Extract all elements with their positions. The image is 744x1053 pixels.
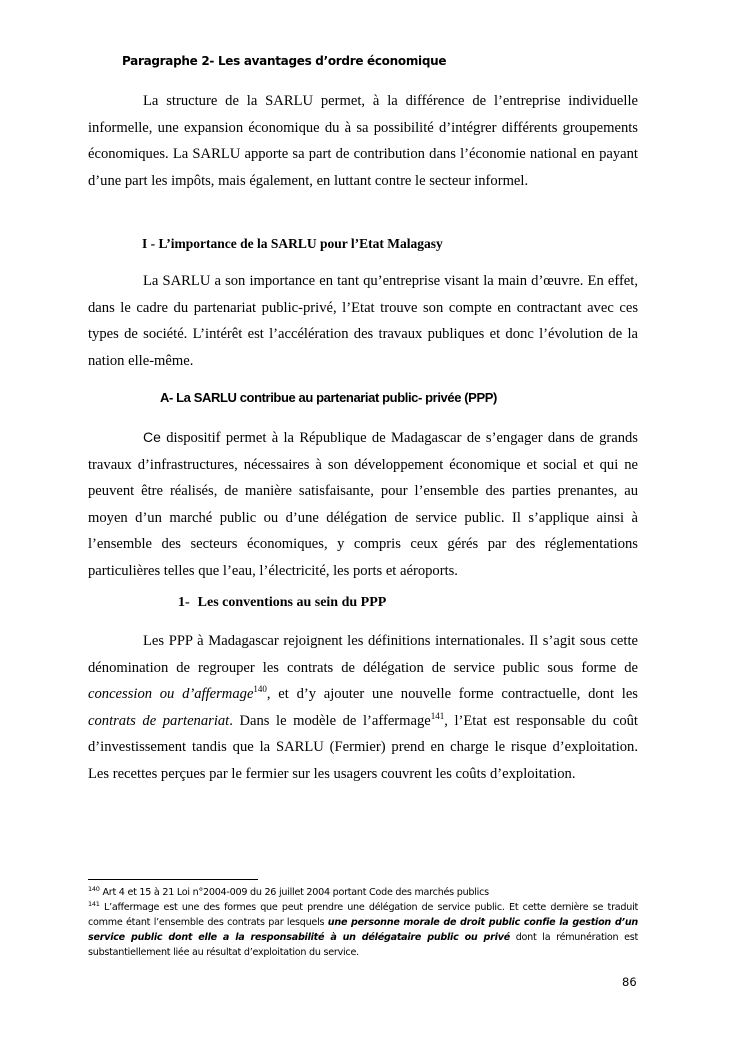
footnote-140-number: 140 xyxy=(88,885,100,893)
section-heading-1-title: Les conventions au sein du PPP xyxy=(197,595,387,610)
paragraph-intro xyxy=(88,88,638,194)
paragraph-ppp-text: dispositif permet à la République de Madagascar de s’engager dans de grands travaux d’infrastructures, nécessaires à son développement économique et social et qui ne peuvent être réalisés, de manière satisfaisante, pour l’ensemble des parties prenantes, au moyen d’un marché public ou d’une délégation de service public. Il s’applique ainsi à l’ensemble des secteurs économiques, y compris ceux gérés par des réglementations particulières telles que l’eau, l’électricité, les ports et aéroports. xyxy=(88,430,638,579)
section-heading-paragraphe: Paragraphe 2- Les avantages d’ordre économique xyxy=(122,54,447,68)
section-heading-1-number: 1- xyxy=(178,595,190,610)
paragraph-intro-text: La structure de la SARLU permet, à la différence de l’entreprise individuelle informelle, une expansion économique du à sa possibilité d’intégrer différents groupements économiques. La SARLU apporte sa part de contribution dans l’économie national en payant d’une part les impôts, mais également, en luttant contre le secteur informel. xyxy=(88,93,638,189)
paragraph-conventions-part2: , et d’y ajouter une nouvelle forme contractuelle, dont les xyxy=(266,686,638,703)
paragraph-conventions-part1: Les PPP à Madagascar rejoignent les définitions internationales. Il s’agit sous cette dénomination de regrouper les contrats de délégation de service public sous forme de xyxy=(88,633,638,676)
footnote-140 xyxy=(88,885,638,900)
paragraph-conventions-part4: , l’Etat est responsable du coût d’investissement tandis que la SARLU (Fermier) prend en charge le risque d’exploitation. Les recettes perçues par le fermier sur les usagers couvrent les coûts d’exploitation. xyxy=(88,712,638,782)
section-heading-A: A- La SARLU contribue au partenariat public- privée (PPP) xyxy=(160,390,497,405)
footnote-141-text-after: dont la rémunération est substantiellement liée au résultat d’exploitation du service. xyxy=(88,932,638,958)
footnote-separator xyxy=(88,879,258,880)
footnote-141 xyxy=(88,900,638,960)
footnote-ref-140[interactable]: 140 xyxy=(253,684,267,695)
paragraph-conventions-part3: . Dans le modèle de l’affermage xyxy=(229,712,431,729)
paragraph-ppp xyxy=(88,424,638,585)
footnote-141-emphasis: une personne morale de droit public confie la gestion d’un service public dont elle a la responsabilité à un délégataire public ou privé xyxy=(88,917,638,943)
page-number: 86 xyxy=(622,975,637,989)
footnote-141-text-before: L’affermage est une des formes que peut prendre une délégation de service public. Et cette dernière se traduit comme étant l’ensemble des contrats par lesquels xyxy=(88,902,638,928)
paragraph-conventions xyxy=(88,628,638,788)
paragraph-conventions-italic1: concession ou d’affermage xyxy=(88,686,254,703)
paragraph-importance-text: La SARLU a son importance en tant qu’entreprise visant la main d’œuvre. En effet, dans le cadre du partenariat public-privé, l’Etat trouve son compte en contractant avec ces types de société. L’intérêt est l’accélération des travaux publiques et donc l’évolution de la nation elle-même. xyxy=(88,273,638,369)
paragraph-importance xyxy=(88,268,638,374)
paragraph-conventions-italic2: contrats de partenariat xyxy=(88,712,230,729)
footnote-141-number: 141 xyxy=(88,900,100,908)
footnote-140-text: Art 4 et 15 à 21 Loi n°2004-009 du 26 juillet 2004 portant Code des marchés publics xyxy=(99,887,489,898)
section-heading-I: I - L’importance de la SARLU pour l’Etat Malagasy xyxy=(142,236,443,251)
section-heading-1 xyxy=(178,595,386,611)
paragraph-ppp-first-word: Ce xyxy=(143,429,161,445)
footnote-ref-141[interactable]: 141 xyxy=(430,710,445,721)
